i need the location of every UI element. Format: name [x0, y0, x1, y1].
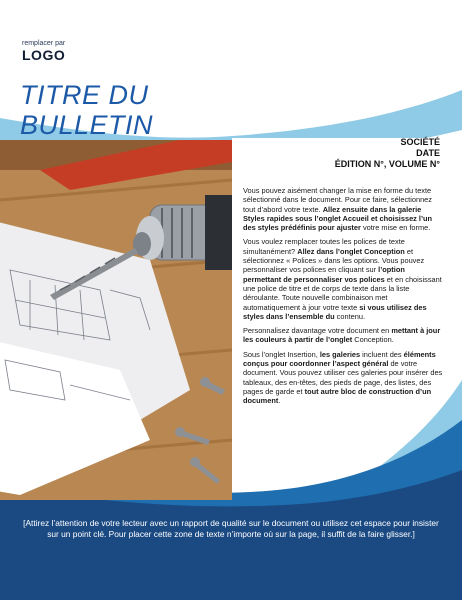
drill-photo — [0, 140, 232, 500]
issue-date: DATE — [416, 148, 440, 158]
title-line-2: BULLETIN — [20, 110, 154, 140]
paragraph-2: Vous voulez remplacer toutes les polices de texte simultanément? Allez dans l’onglet Conception et sélectionnez « Polices » dans les options. Vous pouvez personnaliser vos polices en cliquant sur l’option permettant de personnaliser vos polices et en choisissant une police de titre et de corps de texte dans la liste déroulante. Toute nouvelle combinaison met automatiquement à jour votre texte si vous utilisez des styles dans l’ensemble du contenu. — [243, 237, 442, 321]
company-name: SOCIÉTÉ — [400, 137, 440, 147]
edition-volume: ÉDITION N°, VOLUME N° — [334, 159, 440, 169]
drill-illustration — [0, 140, 232, 500]
paragraph-3: Personnalisez davantage votre document en mettant à jour les couleurs à partir de l’onglet Conception. — [243, 326, 441, 345]
pull-quote-textbox[interactable]: [Attirez l’attention de votre lecteur avec un rapport de qualité sur le document ou utilisez cet espace pour insister sur un point clé. Pour placer cette zone de texte n’importe où sur la page, il suffit de la faire glisser.] — [23, 518, 439, 539]
company-info — [240, 137, 440, 170]
logo-placeholder-caption: remplacer par — [22, 40, 66, 47]
paragraph-1: Vous pouvez aisément changer la mise en forme du texte sélectionné dans le document. Pour ce faire, sélectionnez tout d’abord votre texte. Allez ensuite dans la galerie Styles rapides sous l’onglet Accueil et choisissez l’un des styles prédéfinis pour ajuster votre mise en forme. — [243, 186, 433, 233]
newsletter-title — [20, 80, 220, 140]
logo-placeholder: LOGO — [22, 47, 66, 63]
title-line-1: TITRE DU — [20, 80, 149, 110]
article-body — [243, 186, 445, 411]
paragraph-4: Sous l’onglet Insertion, les galeries incluent des éléments conçus pour coordonner l’aspect général de votre document. Vous pouvez utiliser ces galeries pour insérer des tableaux, des en-têtes, des pieds de page, des listes, des pages de garde et tout autre bloc de construction d’un document. — [243, 349, 443, 406]
